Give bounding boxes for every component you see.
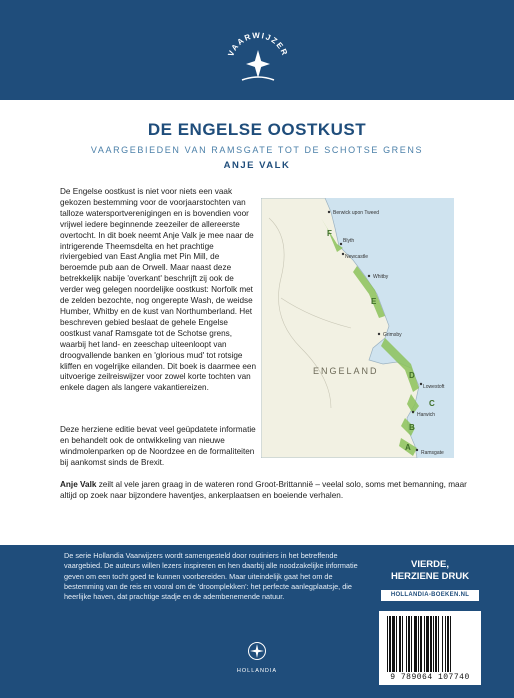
blurb-paragraph-1: De Engelse oostkust is niet voor niets een vaak gekozen bestemming voor de voorjaarstochten van talloze watersportverenigingen en is bovendien voor vrijwel iedere beginnende zeezeiler de allereerste overtocht. In dit boek neemt Anje Valk je mee naar de intrigerende Theemsdelta en het prachtige riviergebied van East Anglia met Pin Mill, de beroemde pub aan de Orwell. Maar naast deze betrekkelijk nabije 'overkant' beschrijft zij ook de verder weg gelegen noordelijke oostkust: Norfolk met de zelden bezochte, nog ongerepte Wash, de weidse Humber, Whitby en de kust van Northumberland. Het beschreven gebied beslaat de gehele Engelse oostkust vanaf Ramsgate tot de Schotse grens, waarbij het land- en zeeschap uiteenloopt van droogvallende banken en 'glorious mud' tot rotsige kliffen en vogelrijke eilanden. Dit boek is daarmee een uitvoerige zeilreiswijzer voor zowel korte tochten van enkele dagen als langere vakantiereizen. <box>60 187 257 393</box>
region-b-label: B <box>409 423 415 432</box>
barcode-bars <box>387 616 473 672</box>
series-description: De serie Hollandia Vaarwijzers wordt samengesteld door routiniers in het betreffende vaargebied. De auteurs willen lezers inspireren en hen daarbij alle noodzakelijke informatie geven om een tocht goed te kunnen voorbereiden. Maar uiteindelijk gaat het om de bestemming van de reis en vooral om de 'droomplekken': het perfecte aanlegplaatsje, die heerlijke haven, dat prachtige stadje en de adembenemende natuur. <box>64 551 358 602</box>
place-newcastle: Newcastle <box>345 254 369 260</box>
map-country-label: ENGELAND <box>313 366 379 376</box>
series-logo-text: VAARWIJZER <box>226 30 290 58</box>
book-subtitle: VAARGEBIEDEN VAN RAMSGATE TOT DE SCHOTSE GRENS <box>90 145 424 155</box>
region-d-label: D <box>409 371 415 380</box>
book-author: ANJE VALK <box>223 160 291 171</box>
place-ramsgate: Ramsgate <box>421 450 444 456</box>
region-e-label: E <box>371 297 377 306</box>
place-lowestoft: Lowestoft <box>423 384 445 390</box>
place-whitby: Whitby <box>373 274 389 280</box>
region-f-label: F <box>327 229 332 238</box>
publisher-logo <box>203 641 311 674</box>
place-harwich: Harwich <box>417 412 436 418</box>
author-bio <box>60 480 480 502</box>
place-grimsby: Grimsby <box>383 332 402 338</box>
edition-line-2: HERZIENE DRUK <box>390 571 470 582</box>
edition-label <box>380 559 480 583</box>
isbn-barcode <box>379 611 481 685</box>
place-berwick: Berwick upon Tweed <box>333 210 380 216</box>
vaarwijzer-logo <box>222 20 294 92</box>
top-banner <box>0 0 514 100</box>
place-blyth: Blyth <box>343 238 355 244</box>
book-title: DE ENGELSE OOSTKUST <box>147 120 367 139</box>
author-bio-name: Anje Valk <box>60 480 97 489</box>
edition-line-1: VIERDE, <box>410 559 449 570</box>
publisher-website: HOLLANDIA-BOEKEN.NL <box>381 590 479 601</box>
route-map <box>261 198 454 458</box>
isbn-number: 9 789064 107740 <box>390 673 470 682</box>
blurb-paragraph-2: Deze herziene editie bevat veel geüpdatete informatie en behandelt ook de ontwikkeling van nieuwe windmolenparken op de Noordzee en de formaliteiten bij aankomst sinds de Brexit. <box>60 425 256 467</box>
author-bio-text: zeilt al vele jaren graag in de wateren rond Groot-Brittannië – veelal solo, soms met bemanning, maar altijd op zoek naar bijzondere haventjes, ankerplaatsen en boeiende verhalen. <box>60 480 467 500</box>
compass-icon <box>247 641 267 661</box>
region-a-label: A <box>405 443 411 452</box>
region-c-label: C <box>429 399 435 408</box>
publisher-name: HOLLANDIA <box>236 668 278 674</box>
